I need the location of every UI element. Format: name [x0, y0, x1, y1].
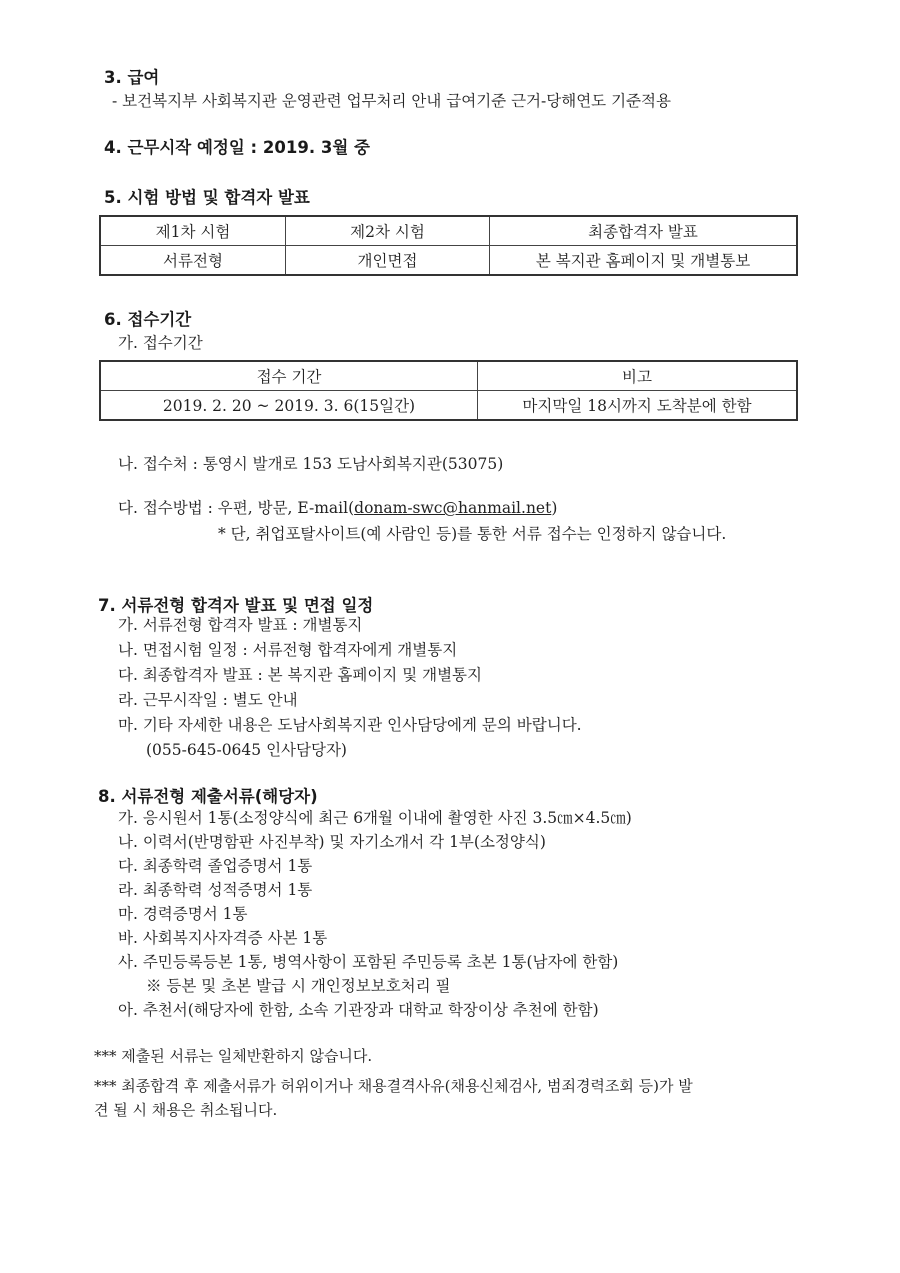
list-item: 라. 최종학력 성적증명서 1통 [118, 881, 313, 899]
table-cell: 접수 기간 [100, 361, 478, 391]
table-cell: 2019. 2. 20 ~ 2019. 3. 6(15일간) [100, 391, 478, 421]
section-8-title: 8. 서류전형 제출서류(해당자) [98, 787, 318, 806]
list-item: 바. 사회복지사자격증 사본 1통 [118, 929, 328, 947]
footer-note: 견 될 시 채용은 취소됩니다. [94, 1101, 278, 1119]
table-cell: 제2차 시험 [286, 216, 490, 246]
list-item: 마. 기타 자세한 내용은 도남사회복지관 인사담당에게 문의 바랍니다. [118, 716, 582, 734]
section-6-title: 6. 접수기간 [104, 310, 192, 329]
list-item: 아. 추천서(해당자에 한함, 소속 기관장과 대학교 학장이상 추천에 한함) [118, 1001, 599, 1019]
list-item: 나. 면접시험 일정 : 서류전형 합격자에게 개별통지 [118, 641, 458, 659]
table-header-row [100, 361, 797, 391]
salary-basis: - 보건복지부 사회복지관 운영관련 업무처리 안내 급여기준 근거-당해연도 기준적용 [112, 92, 671, 110]
footer-note: *** 제출된 서류는 일체반환하지 않습니다. [94, 1047, 373, 1065]
list-item: 마. 경력증명서 1통 [118, 905, 248, 923]
table-cell: 서류전형 [100, 246, 286, 276]
exam-method-table [99, 215, 798, 276]
list-item: 나. 이력서(반명함판 사진부착) 및 자기소개서 각 1부(소정양식) [118, 833, 546, 851]
table-cell: 제1차 시험 [100, 216, 286, 246]
table-row [100, 246, 797, 276]
method-prefix: 다. 접수방법 : 우편, 방문, E-mail( [118, 499, 355, 517]
section-7-title: 7. 서류전형 합격자 발표 및 면접 일정 [98, 596, 374, 615]
list-item: 다. 최종합격자 발표 : 본 복지관 홈페이지 및 개별통지 [118, 666, 482, 684]
list-item: (055-645-0645 인사담당자) [146, 741, 347, 759]
application-period-table [99, 360, 798, 421]
list-item: 라. 근무시작일 : 별도 안내 [118, 691, 298, 709]
email-link[interactable]: donam-swc@hanmail.net [354, 499, 552, 517]
table-cell: 본 복지관 홈페이지 및 개별통보 [490, 246, 798, 276]
section-3-title: 3. 급여 [104, 68, 160, 87]
application-method [118, 496, 557, 518]
period-subtitle: 가. 접수기간 [118, 334, 203, 352]
footer-note: *** 최종합격 후 제출서류가 허위이거나 채용결격사유(채용신체검사, 범죄경력조회 등)가 발 [94, 1077, 693, 1095]
table-header-row [100, 216, 797, 246]
section-5-title: 5. 시험 방법 및 합격자 발표 [104, 188, 310, 207]
table-cell: 최종합격자 발표 [490, 216, 798, 246]
table-row [100, 391, 797, 421]
list-item: 가. 응시원서 1통(소정양식에 최근 6개월 이내에 촬영한 사진 3.5㎝×4.5㎝) [118, 809, 632, 827]
section-4-title: 4. 근무시작 예정일 : 2019. 3월 중 [104, 138, 370, 157]
table-cell: 마지막일 18시까지 도착분에 한함 [478, 391, 798, 421]
application-place: 나. 접수처 : 통영시 발개로 153 도남사회복지관(53075) [118, 455, 504, 473]
list-item: ※ 등본 및 초본 발급 시 개인정보보호처리 필 [146, 977, 451, 995]
list-item: 다. 최종학력 졸업증명서 1통 [118, 857, 313, 875]
method-suffix: ) [551, 499, 558, 517]
table-cell: 개인면접 [286, 246, 490, 276]
table-cell: 비고 [478, 361, 798, 391]
method-note: * 단, 취업포탈사이트(예 사람인 등)를 통한 서류 접수는 인정하지 않습니다. [218, 525, 727, 543]
list-item: 가. 서류전형 합격자 발표 : 개별통지 [118, 616, 363, 634]
list-item: 사. 주민등록등본 1통, 병역사항이 포함된 주민등록 초본 1통(남자에 한함) [118, 953, 619, 971]
